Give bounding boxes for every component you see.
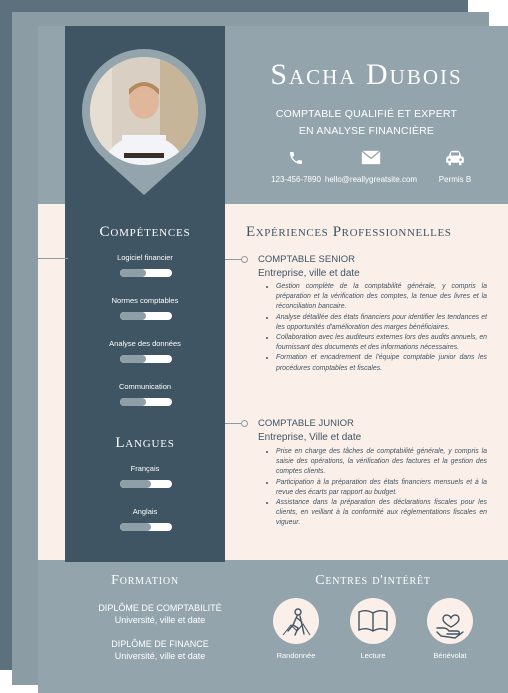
education-title: Formation xyxy=(111,573,179,588)
interest-label: Bénévolat xyxy=(433,651,467,660)
license-text: Permis B xyxy=(438,175,472,184)
job-bullet: • Analyse détaillée des états financiers pour identifier les tendances et les opportunités d'amélioration des marges bénéficiaires. xyxy=(276,313,487,333)
job-bullet: • Assistance dans la préparation des déclarations fiscales pour les clients, en veillant à la conformité aux réglementations fiscales en vigueur. xyxy=(276,498,487,529)
volunteer-heart-icon xyxy=(427,598,473,644)
education-degree: DIPLÔME DE COMPTABILITÉ xyxy=(98,603,222,613)
hiking-icon xyxy=(273,598,319,644)
job-company: Entreprise, ville et date xyxy=(258,268,360,279)
experience-title: Expériences Professionnelles xyxy=(246,224,452,240)
language-bar xyxy=(120,480,172,488)
education-degree: DIPLÔME DE FINANCE xyxy=(111,639,209,649)
language-label: Anglais xyxy=(132,507,158,516)
interest-label: Lecture xyxy=(360,651,386,660)
resume-page xyxy=(38,26,508,693)
job-bullet: • Participation à la préparation des états financiers mensuels et à la revue des écarts par rapport au budget. xyxy=(276,478,487,498)
skill-bar-fill xyxy=(120,312,146,320)
job-bullet: • Prise en charge des tâches de comptabilité générale, y compris la saisie des opérations, la vérification des factures et la gestion des comptes clients. xyxy=(276,447,487,478)
job-headline xyxy=(225,106,508,140)
language-bar-fill xyxy=(120,480,151,488)
skills-title: Compétences xyxy=(99,224,191,240)
education-item xyxy=(55,638,265,662)
mail-icon xyxy=(356,150,386,170)
job-company: Entreprise, Ville et date xyxy=(258,432,362,443)
language-label: Français xyxy=(130,464,160,473)
email-text: hello@reallygreatsite.com xyxy=(324,175,418,184)
car-icon xyxy=(440,150,470,171)
profile-photo xyxy=(90,57,198,165)
language-bar-fill xyxy=(120,523,151,531)
job-title: COMPTABLE JUNIOR xyxy=(258,418,354,429)
phone-icon xyxy=(281,150,311,171)
skill-bar xyxy=(120,312,172,320)
headline-line-1: COMPTABLE QUALIFIÉ ET EXPERT xyxy=(275,108,458,120)
education-item xyxy=(55,602,265,626)
skill-label: Logiciel financier xyxy=(117,253,173,262)
skill-bar-fill xyxy=(120,355,146,363)
job-bullet: • Collaboration avec les auditeurs externes lors des audits annuels, en fournissant des documents et des informations nécessaires. xyxy=(276,333,487,353)
languages-title: Langues xyxy=(115,435,175,451)
headline-line-2: EN ANALYSE FINANCIÈRE xyxy=(298,125,435,137)
job-bullet: • Formation et encadrement de l'équipe comptable junior dans les procédures comptables et fiscales. xyxy=(276,353,487,373)
interests-title: Centres d'intérêt xyxy=(315,573,431,588)
skill-label: Analyse des données xyxy=(109,339,181,348)
job-bullet: • Gestion complète de la comptabilité générale, y compris la préparation et la vérification des comptes, la tenue des livres et la réconciliation bancaire. xyxy=(276,282,487,313)
skill-bar-fill xyxy=(120,398,146,406)
education-place: Université, ville et date xyxy=(114,615,206,625)
candidate-name: Sacha Dubois xyxy=(270,58,463,91)
skill-label: Normes comptables xyxy=(111,296,179,305)
book-icon xyxy=(350,598,396,644)
interest-label: Randonnée xyxy=(276,651,316,660)
skill-bar xyxy=(120,398,172,406)
skill-bar xyxy=(120,355,172,363)
skill-label: Communication xyxy=(118,382,172,391)
skill-bar xyxy=(120,269,172,277)
job-bullets xyxy=(264,447,487,529)
skill-bar-fill xyxy=(120,269,146,277)
job-marker-dot xyxy=(241,420,248,427)
job-marker-dot xyxy=(241,256,248,263)
job-bullets xyxy=(264,282,487,374)
job-title: COMPTABLE SENIOR xyxy=(258,254,355,265)
phone-text: 123-456-7890 xyxy=(271,175,321,184)
education-place: Université, ville et date xyxy=(114,651,206,661)
skills-connector-line xyxy=(38,258,68,259)
language-bar xyxy=(120,523,172,531)
